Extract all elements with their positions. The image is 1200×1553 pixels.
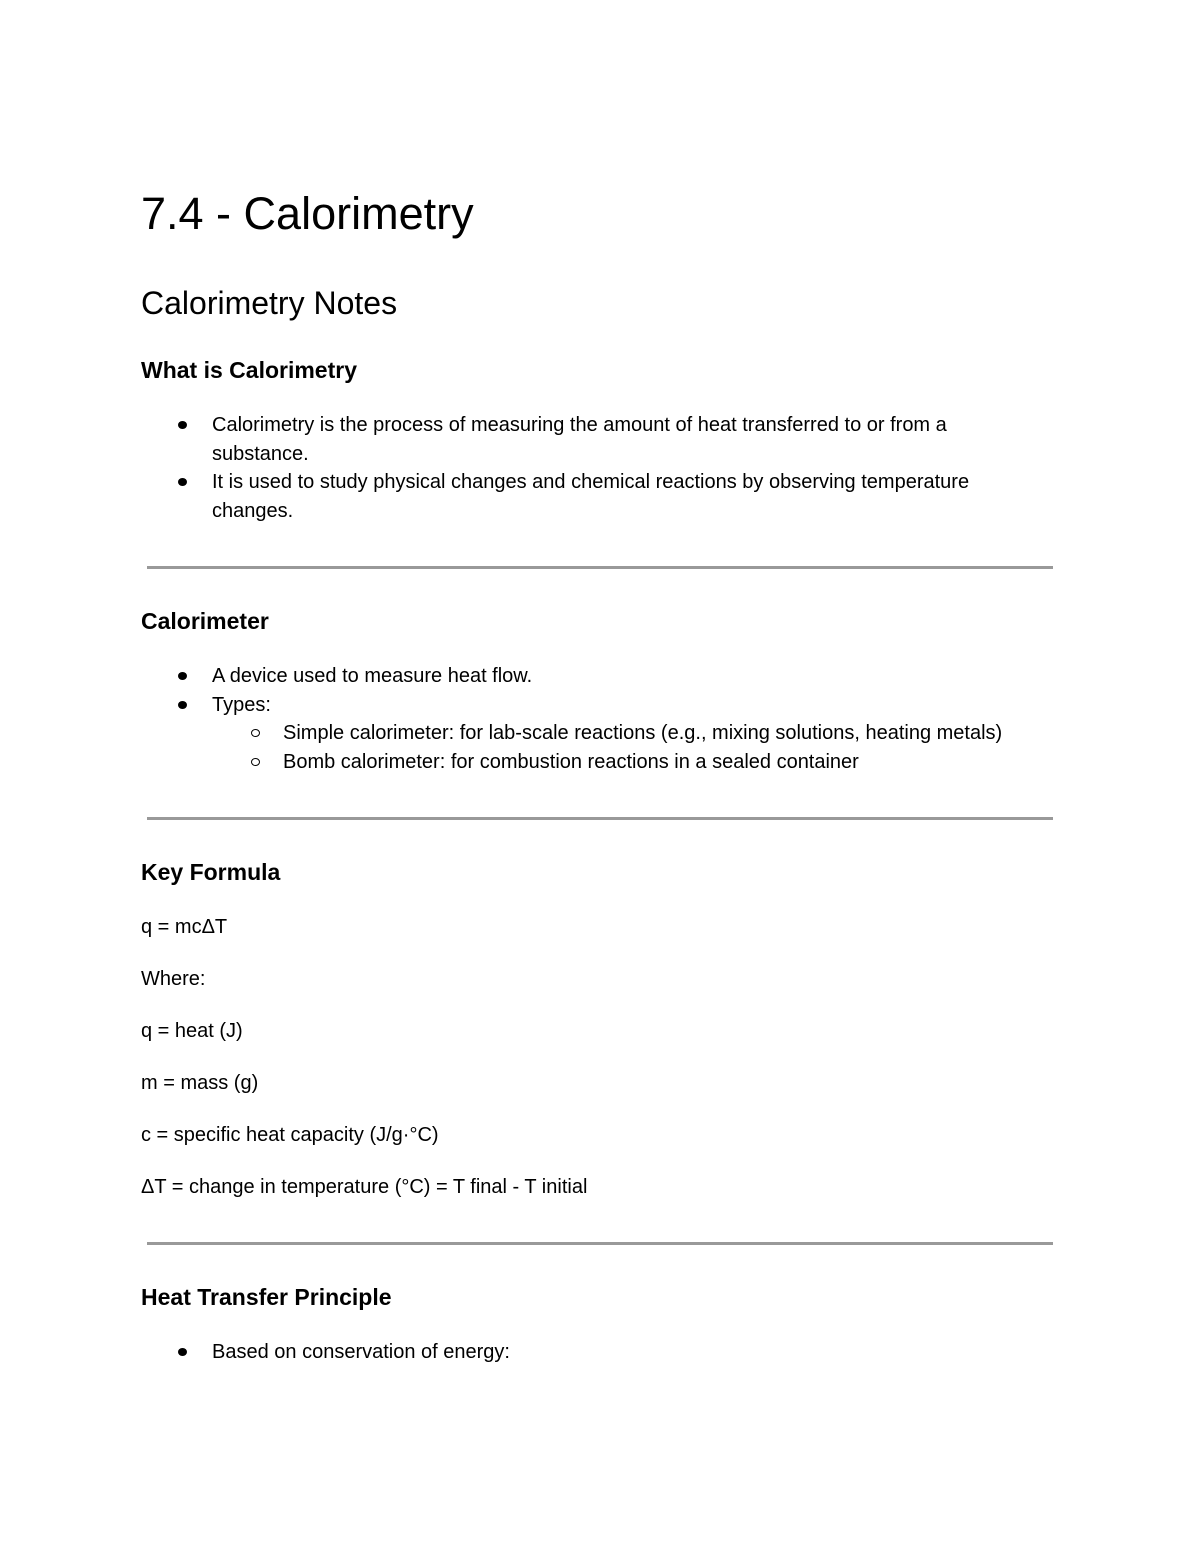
definition-heat: q = heat (J) [141, 1020, 243, 1042]
bullet-icon [178, 1348, 187, 1356]
list-item-text: Calorimetry is the process of measuring the amount of heat transferred to or from a substance. [212, 414, 947, 465]
what-is-calorimetry-list [141, 411, 1041, 525]
sub-list-item [141, 719, 1041, 748]
bullet-icon [178, 478, 187, 486]
section-heading-key-formula: Key Formula [141, 859, 281, 885]
list-item [141, 468, 1041, 525]
calorimeter-list [141, 662, 1041, 776]
list-item [141, 411, 1041, 468]
definition-delta-t: ΔT = change in temperature (°C) = T final - T initial [141, 1176, 588, 1198]
section-heading-what-is-calorimetry: What is Calorimetry [141, 357, 357, 383]
definition-mass: m = mass (g) [141, 1072, 259, 1094]
list-item-text: It is used to study physical changes and chemical reactions by observing temperature changes. [212, 471, 970, 522]
hollow-bullet-icon [251, 758, 260, 766]
heat-transfer-list [141, 1338, 1041, 1367]
horizontal-rule [147, 566, 1053, 569]
list-item-text: A device used to measure heat flow. [212, 665, 533, 687]
page-subtitle: Calorimetry Notes [141, 285, 398, 321]
horizontal-rule [147, 1242, 1053, 1245]
formula: q = mcΔT [141, 916, 228, 938]
list-item [141, 662, 1041, 691]
bullet-icon [178, 701, 187, 709]
hollow-bullet-icon [251, 729, 260, 737]
sub-list-item-text: Bomb calorimeter: for combustion reactions in a sealed container [283, 750, 859, 773]
definition-specific-heat: c = specific heat capacity (J/g·°C) [141, 1124, 439, 1146]
section-heading-calorimeter: Calorimeter [141, 608, 269, 634]
page-title: 7.4 - Calorimetry [141, 188, 474, 239]
list-item-text: Types: [212, 693, 271, 716]
bullet-icon [178, 421, 187, 429]
sub-list-item [141, 748, 1041, 777]
sub-list-item-text: Simple calorimeter: for lab-scale reactions (e.g., mixing solutions, heating metals) [283, 722, 1003, 745]
list-item-text: Based on conservation of energy: [212, 1341, 510, 1363]
list-item [141, 1338, 1041, 1367]
where-label: Where: [141, 968, 206, 990]
bullet-icon [178, 672, 187, 680]
horizontal-rule [147, 817, 1053, 820]
list-item [141, 691, 1041, 720]
section-heading-heat-transfer: Heat Transfer Principle [141, 1284, 392, 1310]
